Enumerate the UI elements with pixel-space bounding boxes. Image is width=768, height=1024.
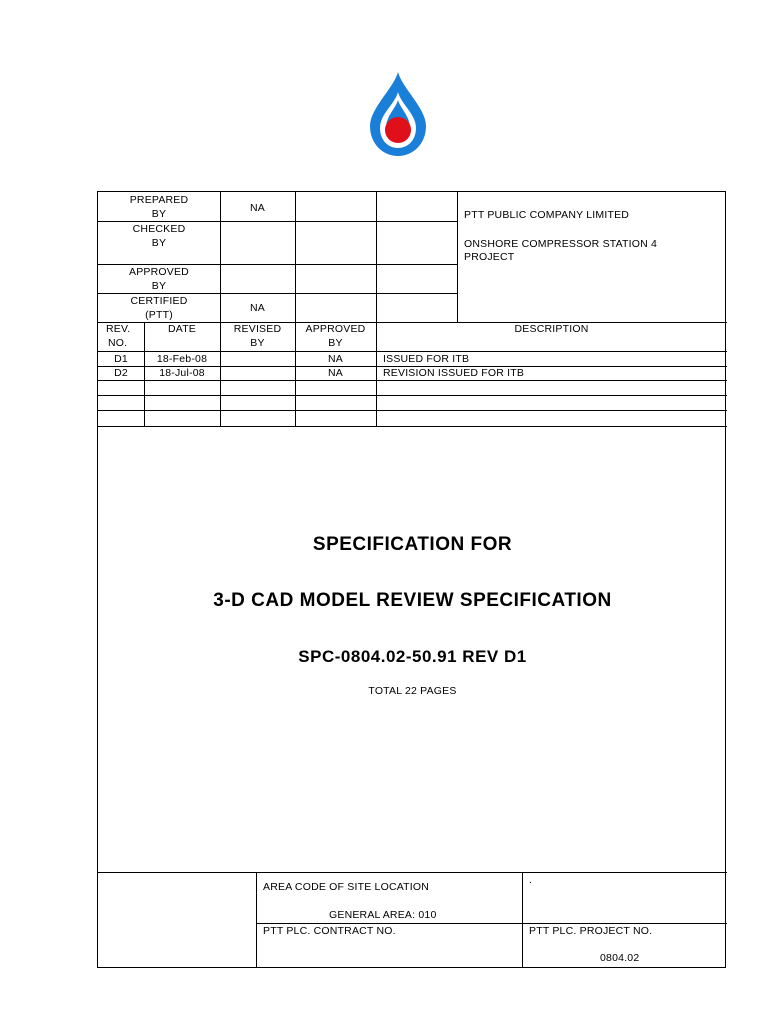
certified-label-line2: (PTT): [145, 309, 173, 321]
row1-date: 18-Feb-08: [156, 353, 208, 365]
approved-label-line1: APPROVED: [129, 266, 189, 278]
row2-approved-by: NA: [328, 367, 343, 379]
certified-value: NA: [250, 302, 265, 314]
header-description: DESCRIPTION: [514, 323, 589, 335]
row1-rev: D1: [114, 353, 128, 365]
ptt-flame-logo: [364, 70, 432, 160]
title-block-frame: [97, 191, 726, 968]
general-area: GENERAL AREA: 010: [329, 909, 437, 921]
header-approved-line2: BY: [328, 337, 343, 349]
certified-label-line1: CERTIFIED: [130, 295, 188, 307]
header-approved-line1: APPROVED: [305, 323, 366, 335]
header-revised-line2: BY: [250, 337, 265, 349]
row1-approved-by: NA: [328, 353, 343, 365]
header-rev-line2: NO.: [108, 337, 128, 349]
total-pages: TOTAL 22 PAGES: [368, 685, 457, 697]
prepared-label-line2: BY: [151, 208, 167, 220]
header-rev-line1: REV.: [106, 323, 131, 335]
contract-no-label: PTT PLC. CONTRACT NO.: [263, 925, 396, 937]
row2-description: REVISION ISSUED FOR ITB: [383, 367, 525, 379]
project-no-value: 0804.02: [600, 952, 640, 964]
row2-rev: D2: [114, 367, 128, 379]
prepared-value: NA: [250, 202, 265, 214]
row2-date: 18-Jul-08: [159, 367, 205, 379]
checked-label-line1: CHECKED: [132, 223, 186, 235]
row1-description: ISSUED FOR ITB: [383, 353, 470, 365]
document-number: SPC-0804.02-50.91 REV D1: [298, 647, 527, 666]
company-name: PTT PUBLIC COMPANY LIMITED: [464, 209, 630, 221]
header-revised-line1: REVISED: [233, 323, 282, 335]
project-name-line2: PROJECT: [464, 251, 515, 263]
area-code-value: .: [529, 874, 533, 886]
approved-label-line2: BY: [151, 280, 167, 292]
document-title-line2: 3-D CAD MODEL REVIEW SPECIFICATION: [213, 590, 612, 611]
header-date: DATE: [167, 323, 197, 335]
prepared-label-line1: PREPARED: [129, 194, 189, 206]
checked-label-line2: BY: [151, 237, 167, 249]
project-name-line1: ONSHORE COMPRESSOR STATION 4: [464, 238, 658, 250]
document-title-line1: SPECIFICATION FOR: [312, 534, 513, 555]
project-no-label: PTT PLC. PROJECT NO.: [529, 925, 653, 937]
area-code-label: AREA CODE OF SITE LOCATION: [263, 881, 430, 893]
